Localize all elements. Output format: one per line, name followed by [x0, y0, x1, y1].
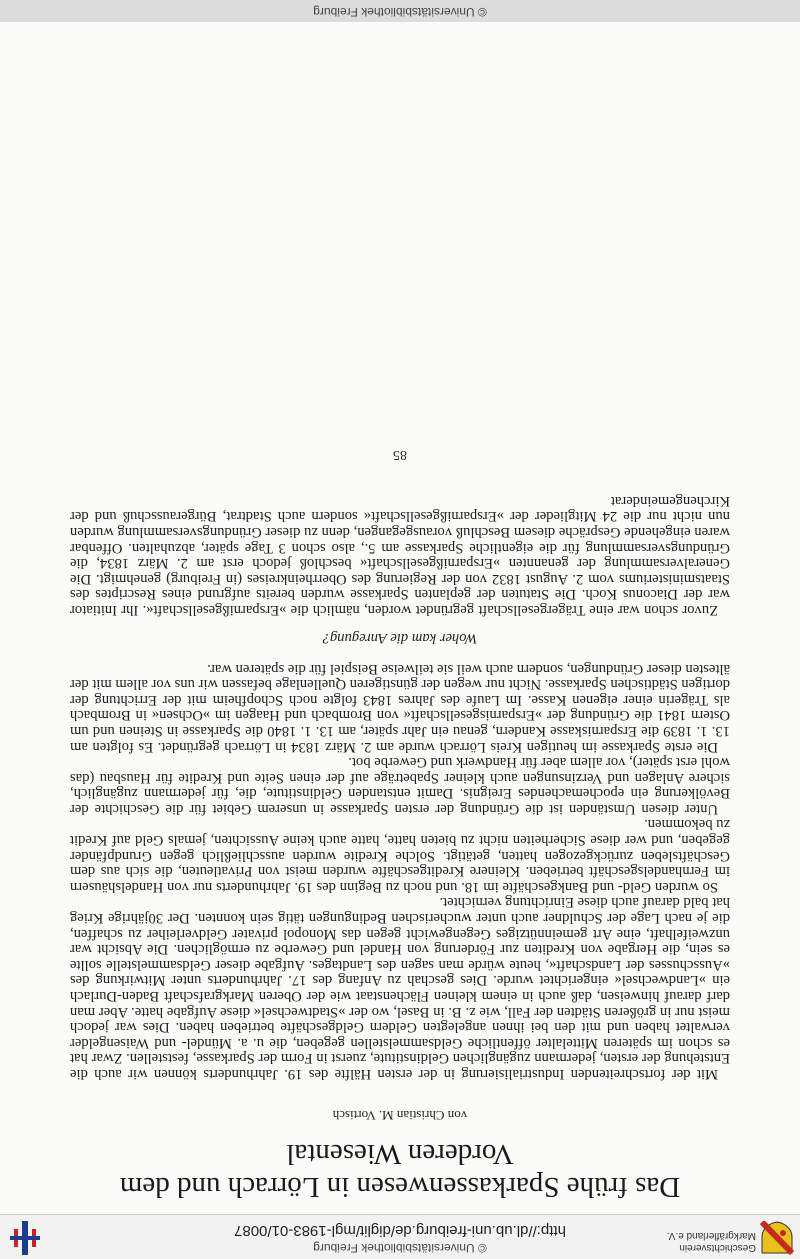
article-author: von Christian M. Vortisch [332, 1108, 468, 1123]
footer-copyright: © Universitätsbibliothek Freiburg [313, 5, 487, 19]
copyright-notice: © Universitätsbibliothek Freiburg [313, 1241, 487, 1255]
paragraph: Die erste Sparkasse im heutigen Kreis Lörrach wurde am 2. März 1834 in Lörrach gegründet. Es folgten am 13. 1. 1839 die Ersparniskasse Kandern, genau ein Jahr später, am 13. 1. 1840 die Sparkasse in Steinen und um Ostern 1841 die Gründung der »Ersparnisgesellschaft« von Brombach und Haagen im »Ochsen« in Brombach als Trägerin einer eigenen Kasse. Im Laufe des Jahres 1843 folgte noch Schopfheim mit der Errichtung der dortigen Städtischen Sparkasse. Nicht nur wegen der günstigeren Quellenlage befassen wir uns vor allem mit der ältesten dieser Gründungen, sondern auch weil sie teilweise Beispiel für die späteren war. [70, 660, 730, 755]
scanned-page [70, 53, 730, 1203]
org-name: Geschichtsverein Markgräflerland e.V. [666, 1230, 756, 1253]
paragraph: Mit der fortschreitenden Industrialisierung in der ersten Hälfte des 19. Jahrhunderts können wir auch die Entstehung der ersten, jedermann zugänglichen Geldinstitute, zuerst in Form der Sparkasse, feststellen. Zwar hat es schon im späteren Mittelalter öffentliche Geldsammelstellen gegeben, die u. a. Mündel- und Waisengelder verwaltet haben und mit den bei ihnen angelegten Geldern Geldgeschäfte betrieben haben. Dies war jedoch meist nur in größeren Städten der Fall, wie z. B. in Basel, wo der »Stadtwechsel« diese Aufgabe hatte. Aber man darf darauf hinweisen, daß auch in einem kleinen Flächenstaat wie der Oberen Markgrafschaft Baden-Durlach ein »Landwechsel« eingerichtet wurde. Dies geschah zu Anfang des 17. Jahrhunderts unter Mitwirkung des »Ausschusses der Landschaft«, heute würde man sagen des Landtages. Aufgabe dieser Geldsammelstelle sollte es sein, die Hergabe von Krediten zur Förderung von Handel und Gewerbe zu ermöglichen. Die Absicht war unzweifelhaft, eine Art gemeinnütziges Gegengewicht gegen das Monopol privater Geldverleiher zu schaffen, die je nach Lage der Schuldner auch unter wucherischen Bedingungen tätig sein konnten. Der 30jährige Krieg hat bald darauf auch diese Einrichtung vernichtet. [70, 894, 730, 1082]
page-number: 85 [393, 447, 407, 463]
article-body [70, 492, 730, 1081]
university-library-logo-icon [8, 1219, 42, 1257]
document-url[interactable]: http://dl.ub.uni-freiburg.de/diglit/mgl-1983-01/0087 [234, 1222, 566, 1239]
viewer-footer [0, 0, 800, 22]
paragraph: Unter diesen Umständen ist die Gründung der ersten Sparkasse in unserem Gebiet für die Geschichte der Bevölkerung ein epochemachendes Ereignis. Damit entstanden Geldinstitute, die, für jedermann zugänglich, sichere Anlagen und Verzinsungen auch kleiner Spabeträge auf der einen Seite und Kredite für Hausbau (das wohl erst später), vor allem aber für Handwerk und Gewerbe bot. [70, 754, 730, 817]
paragraph: So wurden Geld- und Bankgeschäfte im 18. und noch zu Beginn des 19. Jahrhunderts nur von Handelshäusern im Fernhandelsgeschäft betrieben. Kleinere Kreditgeschäfte wurden meist von Privatleuten, die sich aus dem Geschäftsleben zurückgezogen hatten, getätigt. Solche Kredite wurden ausschließlich gegen Grundpfänder gegeben, und wer diese Sicherheiten nicht zu bieten hatte, hatte auch keine Aussichten, jemals Geld auf Kredit zu bekommen. [70, 816, 730, 895]
section-heading: Woher kam die Anregung? [322, 629, 478, 646]
viewer-header [0, 1214, 800, 1259]
article-title: Das frühe Sparkassenwesen in Lörrach und dem Vorderen Wiesental [119, 1138, 681, 1203]
paragraph: Zuvor schon war eine Trägergesellschaft gegründet worden, nämlich die »Ersparnißgesellschaft«. Ihr Initiator war der Diaconus Koch. Die Statuten der geplanten Sparkasse wurden bereits aufgrund eines Rescriptes des Staatsministeriums vom 2. August 1832 von der Regierung des Oberrheinkreises (in Freiburg) genehmigt. Die Generalversammlung der genannten »Ersparnißgesellschaft« beschloß jedoch erst am 2. März 1834, die Gründungsversammlung für die eigentliche Sparkasse am 5., also schon 3 Tage später, abzuhalten. Offenbar waren eingehende Gespräche diesem Beschluß vorausgegangen, denn zu dieser Gründungsversammlung wurden nun nicht nur die 24 Mitglieder der »Ersparnißgesellschaft« sondern auch Stadtrat, Bürgerausschuß und der Kirchengemeinderat [70, 492, 730, 618]
geschichtsverein-logo-icon [760, 1221, 794, 1255]
